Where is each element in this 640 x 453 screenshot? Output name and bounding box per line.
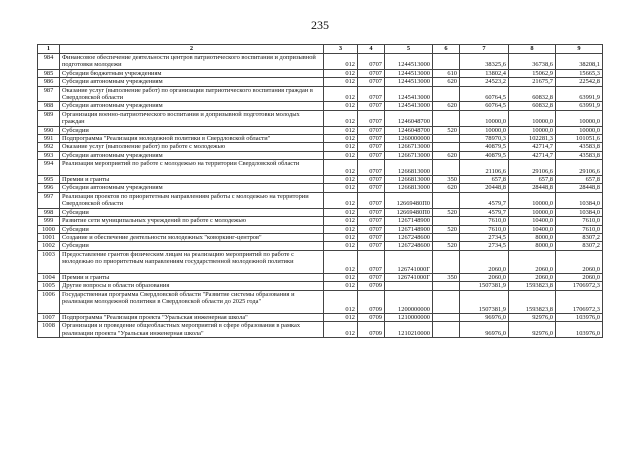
row-name: Государственная программа Свердловской области "Развитие системы образования и реализация молодежной политики в Свердловской области до 2025 года" <box>60 290 324 313</box>
table-row <box>38 160 603 176</box>
amount-year-1: 10000,0 <box>460 110 509 126</box>
row-name: Организация и проведение общеобластных мероприятий в сфере образования в рамках реализации проекта "Уральская инженерная школа" <box>60 322 324 338</box>
amount-year-2: 60832,8 <box>509 86 556 102</box>
expense-type-code: 610 <box>433 69 460 77</box>
table-row <box>38 217 603 225</box>
section-code: 0707 <box>358 69 385 77</box>
section-code: 0707 <box>358 126 385 134</box>
ministry-code: 012 <box>324 273 358 281</box>
target-article-code: 1245413000 <box>385 102 433 110</box>
amount-year-2: 10000,0 <box>509 208 556 216</box>
expense-type-code: 520 <box>433 126 460 134</box>
target-article-code: 1246048700 <box>385 126 433 134</box>
amount-year-2: 10000,0 <box>509 110 556 126</box>
target-article-code: 1267148900 <box>385 217 433 225</box>
amount-year-2: 10400,0 <box>509 217 556 225</box>
target-article-code: 1200000000 <box>385 290 433 313</box>
section-code: 0707 <box>358 242 385 250</box>
ministry-code: 012 <box>324 143 358 151</box>
row-number: 989 <box>38 110 60 126</box>
amount-year-2: 1593823,8 <box>509 290 556 313</box>
ministry-code: 012 <box>324 86 358 102</box>
amount-year-2: 15062,9 <box>509 69 556 77</box>
column-header: 6 <box>433 45 460 54</box>
amount-year-2: 42714,7 <box>509 151 556 159</box>
ministry-code: 012 <box>324 233 358 241</box>
section-code: 0707 <box>358 233 385 241</box>
amount-year-3: 10384,0 <box>556 192 603 208</box>
row-number: 1003 <box>38 250 60 273</box>
amount-year-2: 60832,8 <box>509 102 556 110</box>
amount-year-3: 7610,0 <box>556 225 603 233</box>
table-row <box>38 143 603 151</box>
table-row <box>38 208 603 216</box>
column-header: 2 <box>60 45 324 54</box>
column-header: 7 <box>460 45 509 54</box>
row-name: Оказание услуг (выполнение работ) по организации патриотического воспитания граждан в Свердловской области <box>60 86 324 102</box>
table-row <box>38 86 603 102</box>
row-number: 1005 <box>38 282 60 290</box>
section-code: 0709 <box>358 322 385 338</box>
table-row <box>38 192 603 208</box>
section-code: 0707 <box>358 176 385 184</box>
section-code: 0707 <box>358 78 385 86</box>
expense-type-code: 350 <box>433 273 460 281</box>
ministry-code: 012 <box>324 151 358 159</box>
table-row <box>38 126 603 134</box>
table-row <box>38 313 603 321</box>
ministry-code: 012 <box>324 160 358 176</box>
column-header: 3 <box>324 45 358 54</box>
table-row <box>38 242 603 250</box>
row-number: 991 <box>38 135 60 143</box>
target-article-code: 1266713000 <box>385 143 433 151</box>
row-name: Другие вопросы в области образования <box>60 282 324 290</box>
amount-year-2: 102281,3 <box>509 135 556 143</box>
table-row <box>38 78 603 86</box>
target-article-code: 1267148900 <box>385 225 433 233</box>
row-number: 986 <box>38 78 60 86</box>
ministry-code: 012 <box>324 184 358 192</box>
target-article-code: 1267248600 <box>385 233 433 241</box>
ministry-code: 012 <box>324 54 358 70</box>
amount-year-2: 92976,0 <box>509 313 556 321</box>
expense-type-code: 620 <box>433 184 460 192</box>
section-code: 0707 <box>358 110 385 126</box>
row-number: 999 <box>38 217 60 225</box>
target-article-code: 1266813000 <box>385 176 433 184</box>
row-name: Субсидии <box>60 242 324 250</box>
table-row <box>38 273 603 281</box>
amount-year-2: 36738,6 <box>509 54 556 70</box>
amount-year-3: 103976,0 <box>556 313 603 321</box>
row-name: Реализация мероприятий по работе с молодежью на территории Свердловской области <box>60 160 324 176</box>
amount-year-1: 96976,0 <box>460 313 509 321</box>
row-name: Субсидии бюджетным учреждениям <box>60 69 324 77</box>
expense-type-code <box>433 322 460 338</box>
amount-year-1: 40879,5 <box>460 151 509 159</box>
row-number: 996 <box>38 184 60 192</box>
row-number: 1008 <box>38 322 60 338</box>
column-header: 5 <box>385 45 433 54</box>
expense-type-code: 520 <box>433 242 460 250</box>
section-code: 0707 <box>358 225 385 233</box>
target-article-code: 1266813000 <box>385 184 433 192</box>
amount-year-2: 1593823,8 <box>509 282 556 290</box>
ministry-code: 012 <box>324 110 358 126</box>
section-code: 0707 <box>358 273 385 281</box>
row-number: 993 <box>38 151 60 159</box>
expense-type-code <box>433 143 460 151</box>
row-name: Оказание услуг (выполнение работ) по работе с молодежью <box>60 143 324 151</box>
row-number: 1004 <box>38 273 60 281</box>
ministry-code: 012 <box>324 78 358 86</box>
amount-year-1: 13802,4 <box>460 69 509 77</box>
amount-year-3: 101051,6 <box>556 135 603 143</box>
expense-type-code <box>433 250 460 273</box>
amount-year-2: 10000,0 <box>509 192 556 208</box>
ministry-code: 012 <box>324 126 358 134</box>
ministry-code: 012 <box>324 313 358 321</box>
amount-year-3: 38208,1 <box>556 54 603 70</box>
table-row <box>38 290 603 313</box>
target-article-code: 1266813000 <box>385 160 433 176</box>
row-name: Подпрограмма "Реализация проекта "Уральская инженерная школа" <box>60 313 324 321</box>
ministry-code: 012 <box>324 322 358 338</box>
amount-year-1: 7610,0 <box>460 225 509 233</box>
row-number: 984 <box>38 54 60 70</box>
target-article-code: 1246048700 <box>385 110 433 126</box>
table-row <box>38 184 603 192</box>
target-article-code: 12669480П0 <box>385 208 433 216</box>
ministry-code: 012 <box>324 217 358 225</box>
section-code: 0709 <box>358 282 385 290</box>
expense-type-code <box>433 135 460 143</box>
target-article-code: 1266713000 <box>385 151 433 159</box>
table-row <box>38 102 603 110</box>
row-name: Субсидии автономным учреждениям <box>60 102 324 110</box>
amount-year-2: 28448,8 <box>509 184 556 192</box>
row-number: 1000 <box>38 225 60 233</box>
amount-year-2: 21675,7 <box>509 78 556 86</box>
amount-year-2: 2060,0 <box>509 250 556 273</box>
amount-year-1: 24523,2 <box>460 78 509 86</box>
row-number: 987 <box>38 86 60 102</box>
amount-year-1: 20448,8 <box>460 184 509 192</box>
row-name: Премии и гранты <box>60 273 324 281</box>
row-number: 1007 <box>38 313 60 321</box>
ministry-code: 012 <box>324 192 358 208</box>
amount-year-2: 657,8 <box>509 176 556 184</box>
amount-year-1: 78970,3 <box>460 135 509 143</box>
section-code: 0707 <box>358 217 385 225</box>
amount-year-3: 29106,6 <box>556 160 603 176</box>
column-header: 8 <box>509 45 556 54</box>
expense-type-code: 620 <box>433 78 460 86</box>
amount-year-1: 10000,0 <box>460 126 509 134</box>
amount-year-2: 42714,7 <box>509 143 556 151</box>
expense-type-code: 520 <box>433 208 460 216</box>
ministry-code: 012 <box>324 250 358 273</box>
row-name: Реализация проектов по приоритетным направлениям работы с молодежью на территории Свердловской области <box>60 192 324 208</box>
table-row <box>38 282 603 290</box>
amount-year-3: 10000,0 <box>556 110 603 126</box>
expense-type-code <box>433 192 460 208</box>
expense-type-code <box>433 313 460 321</box>
ministry-code: 012 <box>324 290 358 313</box>
column-header: 9 <box>556 45 603 54</box>
section-code: 0707 <box>358 192 385 208</box>
table-row <box>38 69 603 77</box>
amount-year-3: 657,8 <box>556 176 603 184</box>
amount-year-1: 2060,0 <box>460 250 509 273</box>
section-code: 0707 <box>358 250 385 273</box>
amount-year-3: 7610,0 <box>556 217 603 225</box>
section-code: 0709 <box>358 313 385 321</box>
section-code: 0707 <box>358 184 385 192</box>
target-article-code: 1210000000 <box>385 313 433 321</box>
amount-year-3: 43583,8 <box>556 151 603 159</box>
amount-year-1: 60764,5 <box>460 86 509 102</box>
amount-year-1: 1507381,9 <box>460 290 509 313</box>
ministry-code: 012 <box>324 102 358 110</box>
expense-type-code: 620 <box>433 151 460 159</box>
amount-year-1: 96976,0 <box>460 322 509 338</box>
amount-year-2: 2060,0 <box>509 273 556 281</box>
ministry-code: 012 <box>324 176 358 184</box>
table-row <box>38 54 603 70</box>
column-header: 1 <box>38 45 60 54</box>
row-name: Премии и гранты <box>60 176 324 184</box>
amount-year-3: 103976,0 <box>556 322 603 338</box>
row-name: Субсидии <box>60 208 324 216</box>
ministry-code: 012 <box>324 242 358 250</box>
amount-year-3: 8307,2 <box>556 242 603 250</box>
amount-year-3: 15665,3 <box>556 69 603 77</box>
target-article-code: 12669480П0 <box>385 192 433 208</box>
table-row <box>38 322 603 338</box>
expense-type-code: 520 <box>433 225 460 233</box>
section-code: 0707 <box>358 151 385 159</box>
row-number: 1002 <box>38 242 60 250</box>
amount-year-2: 92976,0 <box>509 322 556 338</box>
amount-year-3: 10000,0 <box>556 126 603 134</box>
target-article-code: 126741000Г <box>385 250 433 273</box>
ministry-code: 012 <box>324 208 358 216</box>
expense-type-code <box>433 110 460 126</box>
ministry-code: 012 <box>324 69 358 77</box>
row-name: Субсидии <box>60 126 324 134</box>
row-name: Развитие сети муниципальных учреждений по работе с молодежью <box>60 217 324 225</box>
expense-type-code <box>433 233 460 241</box>
table-row <box>38 110 603 126</box>
amount-year-3: 63991,9 <box>556 102 603 110</box>
amount-year-1: 2734,5 <box>460 233 509 241</box>
table-row <box>38 250 603 273</box>
row-number: 1006 <box>38 290 60 313</box>
target-article-code: 1267248600 <box>385 242 433 250</box>
row-name: Предоставление грантов физическим лицам на реализацию мероприятий по работе с молодежью по приоритетным направлениям государственной молодежной политики <box>60 250 324 273</box>
target-article-code: 1260000000 <box>385 135 433 143</box>
ministry-code: 012 <box>324 225 358 233</box>
amount-year-3: 1706972,3 <box>556 290 603 313</box>
amount-year-1: 60764,5 <box>460 102 509 110</box>
row-name: Субсидии автономным учреждениям <box>60 78 324 86</box>
amount-year-2: 8000,0 <box>509 242 556 250</box>
expense-type-code <box>433 86 460 102</box>
amount-year-1: 7610,0 <box>460 217 509 225</box>
row-name: Создание и обеспечение деятельности молодежных "коворкинг-центров" <box>60 233 324 241</box>
expense-type-code <box>433 217 460 225</box>
section-code: 0707 <box>358 54 385 70</box>
table-row <box>38 176 603 184</box>
row-name: Субсидии автономным учреждениям <box>60 151 324 159</box>
table-row <box>38 135 603 143</box>
amount-year-3: 2060,0 <box>556 250 603 273</box>
expense-type-code <box>433 54 460 70</box>
target-article-code: 1244513000 <box>385 54 433 70</box>
amount-year-1: 38325,6 <box>460 54 509 70</box>
budget-table <box>37 44 603 338</box>
section-code: 0707 <box>358 102 385 110</box>
ministry-code: 012 <box>324 135 358 143</box>
amount-year-1: 4579,7 <box>460 208 509 216</box>
amount-year-3: 2060,0 <box>556 273 603 281</box>
target-article-code: 1245413000 <box>385 86 433 102</box>
row-name: Субсидии автономным учреждениям <box>60 184 324 192</box>
amount-year-1: 4579,7 <box>460 192 509 208</box>
amount-year-1: 657,8 <box>460 176 509 184</box>
row-number: 985 <box>38 69 60 77</box>
amount-year-3: 28448,8 <box>556 184 603 192</box>
expense-type-code <box>433 290 460 313</box>
row-name: Финансовое обеспечение деятельности центров патриотического воспитания и допризывной подготовки молодежи <box>60 54 324 70</box>
target-article-code: 1244513000 <box>385 69 433 77</box>
expense-type-code: 350 <box>433 176 460 184</box>
target-article-code: 126741000Г <box>385 273 433 281</box>
amount-year-1: 1507381,9 <box>460 282 509 290</box>
section-code: 0707 <box>358 208 385 216</box>
row-name: Субсидии <box>60 225 324 233</box>
amount-year-1: 21106,6 <box>460 160 509 176</box>
amount-year-3: 10384,0 <box>556 208 603 216</box>
section-code: 0707 <box>358 86 385 102</box>
expense-type-code <box>433 160 460 176</box>
amount-year-2: 10000,0 <box>509 126 556 134</box>
amount-year-1: 40879,5 <box>460 143 509 151</box>
section-code: 0707 <box>358 143 385 151</box>
row-number: 995 <box>38 176 60 184</box>
amount-year-3: 8307,2 <box>556 233 603 241</box>
section-code: 0709 <box>358 290 385 313</box>
target-article-code: 1210210000 <box>385 322 433 338</box>
amount-year-3: 43583,8 <box>556 143 603 151</box>
row-number: 990 <box>38 126 60 134</box>
section-code: 0707 <box>358 160 385 176</box>
column-header: 4 <box>358 45 385 54</box>
row-number: 992 <box>38 143 60 151</box>
row-name: Организация военно-патриотического воспитания и допризывной подготовки молодых граждан <box>60 110 324 126</box>
section-code: 0707 <box>358 135 385 143</box>
table-row <box>38 233 603 241</box>
amount-year-1: 2060,0 <box>460 273 509 281</box>
row-number: 997 <box>38 192 60 208</box>
row-number: 988 <box>38 102 60 110</box>
row-name: Подпрограмма "Реализация молодежной политики в Свердловской области" <box>60 135 324 143</box>
row-number: 1001 <box>38 233 60 241</box>
target-article-code: 1244513000 <box>385 78 433 86</box>
table-header-row <box>38 45 603 54</box>
row-number: 998 <box>38 208 60 216</box>
table-row <box>38 151 603 159</box>
amount-year-3: 1706972,3 <box>556 282 603 290</box>
amount-year-2: 10400,0 <box>509 225 556 233</box>
ministry-code: 012 <box>324 282 358 290</box>
expense-type-code <box>433 282 460 290</box>
row-number: 994 <box>38 160 60 176</box>
amount-year-3: 63991,9 <box>556 86 603 102</box>
expense-type-code: 620 <box>433 102 460 110</box>
table-row <box>38 225 603 233</box>
amount-year-1: 2734,5 <box>460 242 509 250</box>
target-article-code <box>385 282 433 290</box>
amount-year-3: 22542,8 <box>556 78 603 86</box>
amount-year-2: 29106,6 <box>509 160 556 176</box>
amount-year-2: 8000,0 <box>509 233 556 241</box>
page-number: 235 <box>311 18 329 32</box>
